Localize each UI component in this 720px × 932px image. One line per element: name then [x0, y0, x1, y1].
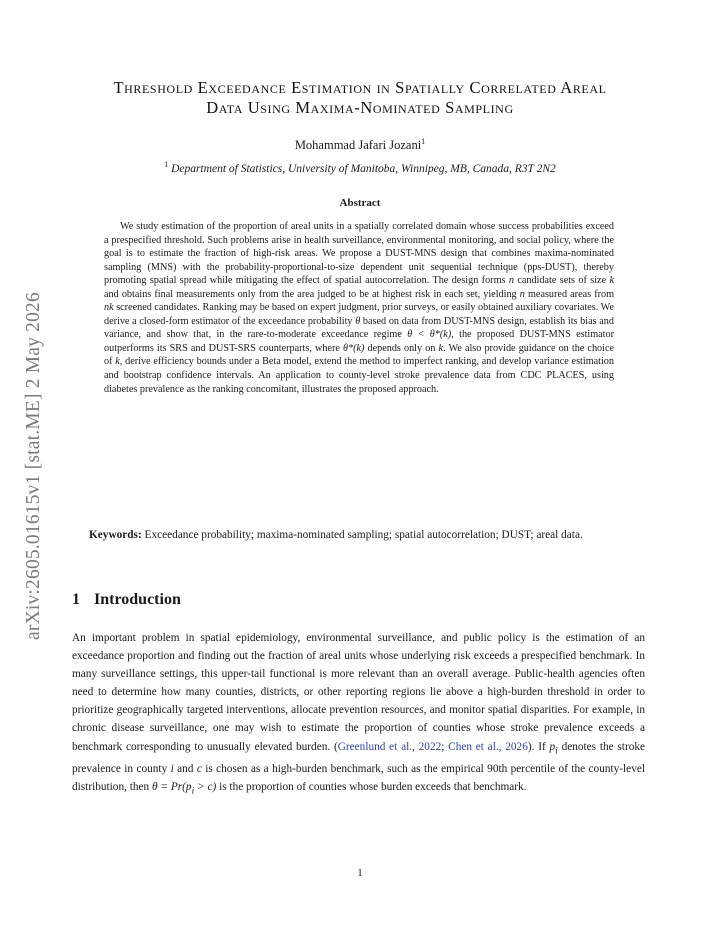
math-var: nk — [104, 302, 114, 314]
abstract-text: depends only on — [364, 342, 439, 354]
intro-text: denotes the stroke prevalence in county — [72, 740, 646, 775]
page-number: 1 — [357, 867, 363, 879]
keywords-label: Keywords: — [89, 529, 142, 541]
math-subscript: i — [555, 745, 558, 756]
abstract-text: . We also provide guidance on the choice of — [104, 342, 615, 368]
math-expression: θ*(k) — [342, 342, 365, 354]
abstract-text: candidate sets of size — [513, 275, 610, 287]
author-line — [60, 137, 660, 153]
affiliation-text: Department of Statistics, University of Manitoba, Winnipeg, MB, Canada, R3T 2N2 — [171, 162, 556, 175]
title-line-1: Threshold Exceedance Estimation in Spatially Correlated Areal — [113, 78, 607, 97]
abstract-text: screened candidates. Ranking may be based on expert judgment, prior surveys, or easily obtained auxiliary covariates. We derive a closed-form estimator of the exceedance probability — [104, 302, 614, 327]
abstract-body — [104, 220, 614, 396]
abstract-text: measured areas from — [524, 288, 615, 300]
keywords-paragraph — [72, 526, 645, 544]
intro-text: is chosen as a high-burden benchmark, such as the empirical 90th percentile of the county-level distribution, then — [72, 762, 645, 793]
section-heading — [72, 591, 181, 609]
affiliation-line — [60, 160, 660, 175]
author-affiliation-mark: 1 — [421, 137, 426, 146]
affiliation-mark: 1 — [164, 160, 169, 169]
section-title: Introduction — [94, 591, 181, 608]
math-var: i — [170, 762, 174, 775]
arxiv-stamp — [14, 256, 54, 676]
math-var: θ — [355, 315, 361, 327]
abstract-text: based on data from DUST-MNS design, establish its bias and variance, and show that, in the rare-to-moderate exceedance regime — [104, 315, 614, 341]
abstract-text: , the proposed DUST-MNS estimator outperforms its SRS and DUST-SRS counterparts, where — [104, 329, 614, 354]
abstract-text: We study estimation of the proportion of areal units in a spatially correlated domain whose success probabilities exceed a prespecified threshold. Such problems arise in health surveillance, environmental monitoring, and social policy, where the goal is to estimate the fraction of high-risk areas. We propose a DUST-MNS design that combines maxima-nominated sampling (MNS) with the probability-proportional-to-size dependent unit sequential technique (pps-DUST), thereby promoting spatial spread while mitigating the effect of spatial autocorrelation. The design forms — [104, 221, 614, 287]
math-var: n — [519, 288, 525, 300]
math-var: k — [438, 342, 444, 354]
intro-text: An important problem in spatial epidemiology, environmental surveillance, and public policy is the estimation of an exceedance proportion and finding out the fraction of areal units whose underlying risk exceeds a prespecified benchmark. In many surveillance settings, this upper-tail functional is more relevant than an overall average. Public-health agencies often need to determine how many counties, districts, or other reporting regions lie above a high-burden threshold in order to prioritize geographically targeted interventions, allocate prevention resources, and monitor spatial disparities. For example, in chronic disease surveillance, one may wish to estimate the proportion of counties whose stroke prevalence exceeds a benchmark corresponding to unusually elevated burden. ( — [72, 632, 645, 753]
math-expression: > c) — [194, 781, 217, 793]
citation-link[interactable]: Greenlund et al., 2022 — [337, 740, 442, 753]
math-var: c — [196, 762, 202, 775]
math-subscript: i — [191, 786, 195, 797]
intro-text: is the proportion of counties whose burden exceeds that benchmark. — [216, 781, 527, 793]
paper-title — [60, 78, 660, 118]
intro-text: ; — [441, 740, 449, 753]
abstract-text: and obtains final measurements only from the area judged to be at highest risk in each set, yielding — [104, 288, 520, 300]
citation-link[interactable]: Chen et al., 2026 — [448, 740, 528, 753]
math-expression: θ = Pr(p — [152, 781, 192, 793]
author-name: Mohammad Jafari Jozani — [294, 138, 422, 153]
abstract-heading: Abstract — [339, 197, 381, 209]
intro-text: and — [173, 762, 197, 775]
title-line-2: Data Using Maxima-Nominated Sampling — [206, 98, 514, 117]
section-number: 1 — [72, 591, 80, 608]
abstract-text: , derive efficiency bounds under a Beta model, extend the method to imperfect ranking, and develop variance estimation and bootstrap confidence intervals. An application to county-level stroke prevalence data from CDC PLACES, using diabetes prevalence as the ranking concomitant, illustrates the proposed approach. — [104, 356, 614, 395]
intro-text: ). If — [527, 740, 550, 753]
math-var: p — [549, 740, 556, 753]
math-expression: θ < θ*(k) — [407, 329, 452, 341]
math-var: k — [115, 356, 120, 368]
math-var: n — [508, 275, 514, 287]
math-var: k — [609, 275, 615, 287]
introduction-paragraph — [72, 629, 645, 800]
keywords-text: Exceedance probability; maxima-nominated sampling; spatial autocorrelation; DUST; areal data. — [141, 529, 583, 541]
arxiv-identifier: arXiv:2605.01615v1 [stat.ME] 2 May 2026 — [23, 292, 44, 640]
